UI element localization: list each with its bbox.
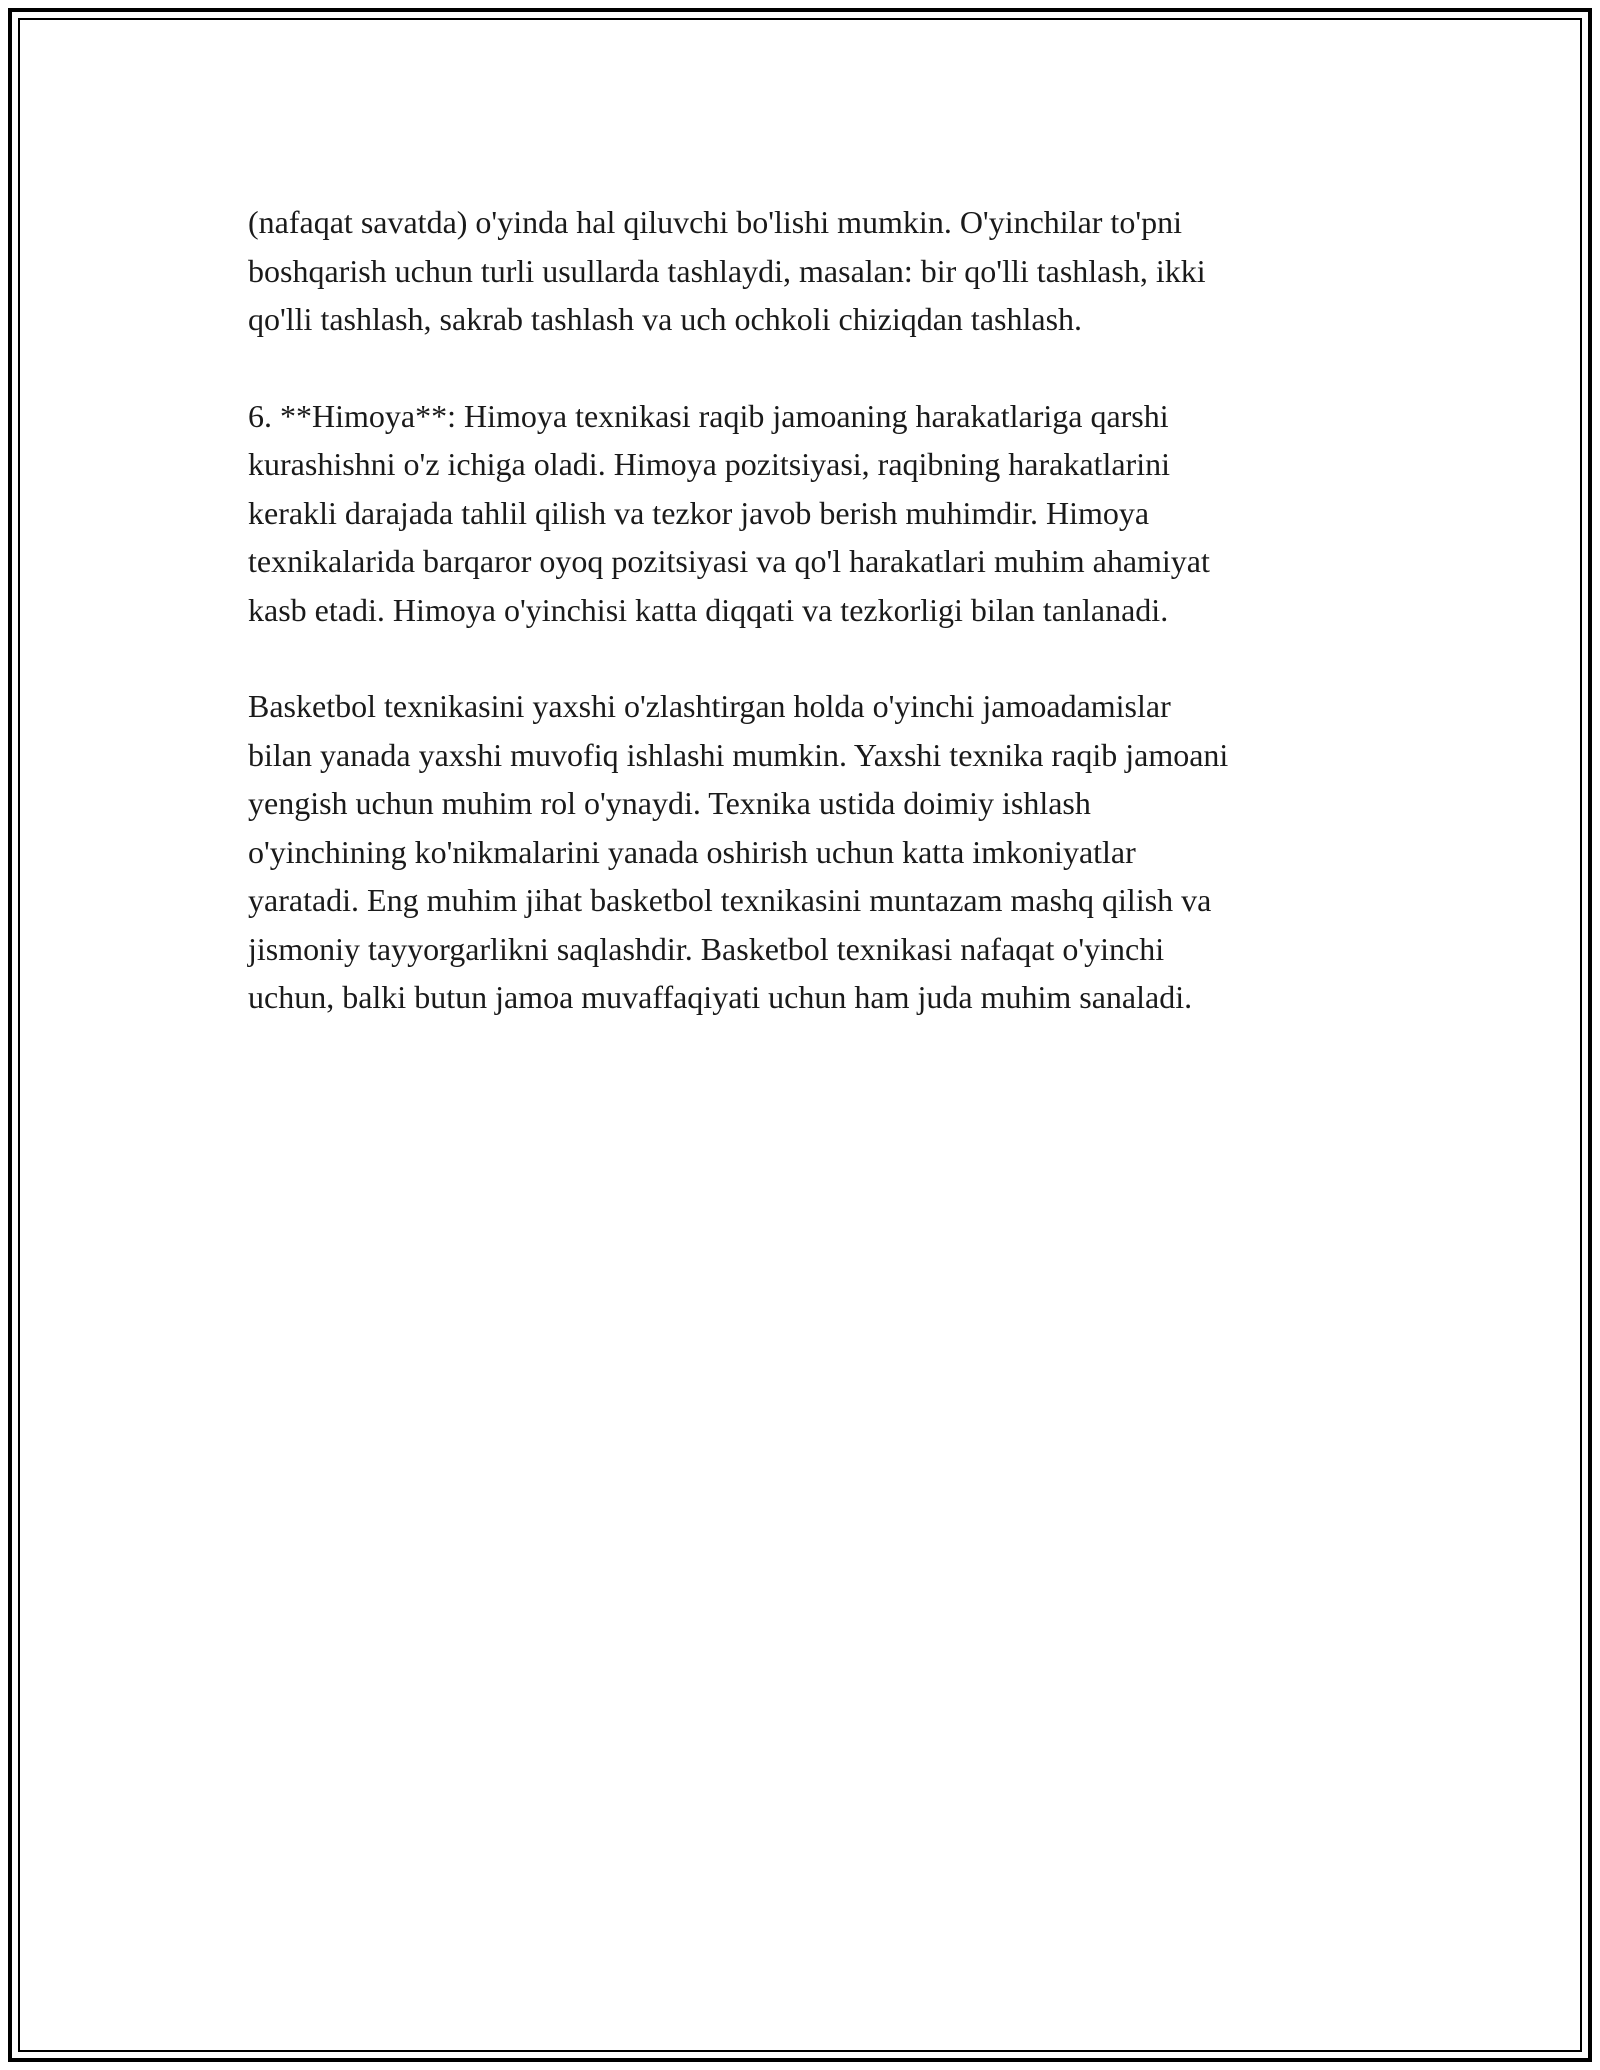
- text-line: kurashishni o'z ichiga oladi. Himoya pozitsiyasi, raqibning harakatlarini: [248, 446, 1170, 482]
- text-line: (nafaqat savatda) o'yinda hal qiluvchi bo'lishi mumkin. O'yinchilar to'pni: [248, 204, 1182, 240]
- paragraph-conclusion: [248, 682, 1388, 1022]
- text-line: qo'lli tashlash, sakrab tashlash va uch ochkoli chiziqdan tashlash.: [248, 301, 1083, 337]
- paragraph-shooting-continuation: [248, 198, 1388, 344]
- paragraph-defense: [248, 392, 1388, 635]
- text-line: yengish uchun muhim rol o'ynaydi. Texnika ustida doimiy ishlash: [248, 785, 1091, 821]
- text-line: bilan yanada yaxshi muvofiq ishlashi mumkin. Yaxshi texnika raqib jamoani: [248, 736, 1229, 773]
- page-border: [8, 8, 1592, 2062]
- text-line: kasb etadi. Himoya o'yinchisi katta diqqati va tezkorligi bilan tanlanadi.: [248, 591, 1169, 628]
- text-line: o'yinchining ko'nikmalarini yanada oshirish uchun katta imkoniyatlar: [248, 833, 1136, 870]
- text-line: texnikalarida barqaror oyoq pozitsiyasi va qo'l harakatlari muhim ahamiyat: [248, 543, 1210, 579]
- text-line: Basketbol texnikasini yaxshi o'zlashtirgan holda o'yinchi jamoadamislar: [248, 688, 1171, 724]
- text-line: yaratadi. Eng muhim jihat basketbol texnikasini muntazam mashq qilish va: [248, 882, 1212, 918]
- text-line: uchun, balki butun jamoa muvaffaqiyati uchun ham juda muhim sanaladi.: [248, 979, 1193, 1015]
- text-line: jismoniy tayyorgarlikni saqlashdir. Basketbol texnikasi nafaqat o'yinchi: [248, 930, 1165, 967]
- document-body: [248, 198, 1388, 1070]
- text-line: kerakli darajada tahlil qilish va tezkor javob berish muhimdir. Himoya: [248, 494, 1150, 531]
- text-line: 6. **Himoya**: Himoya texnikasi raqib jamoaning harakatlariga qarshi: [248, 397, 1169, 434]
- text-line: boshqarish uchun turli usullarda tashlaydi, masalan: bir qo'lli tashlash, ikki: [248, 252, 1206, 289]
